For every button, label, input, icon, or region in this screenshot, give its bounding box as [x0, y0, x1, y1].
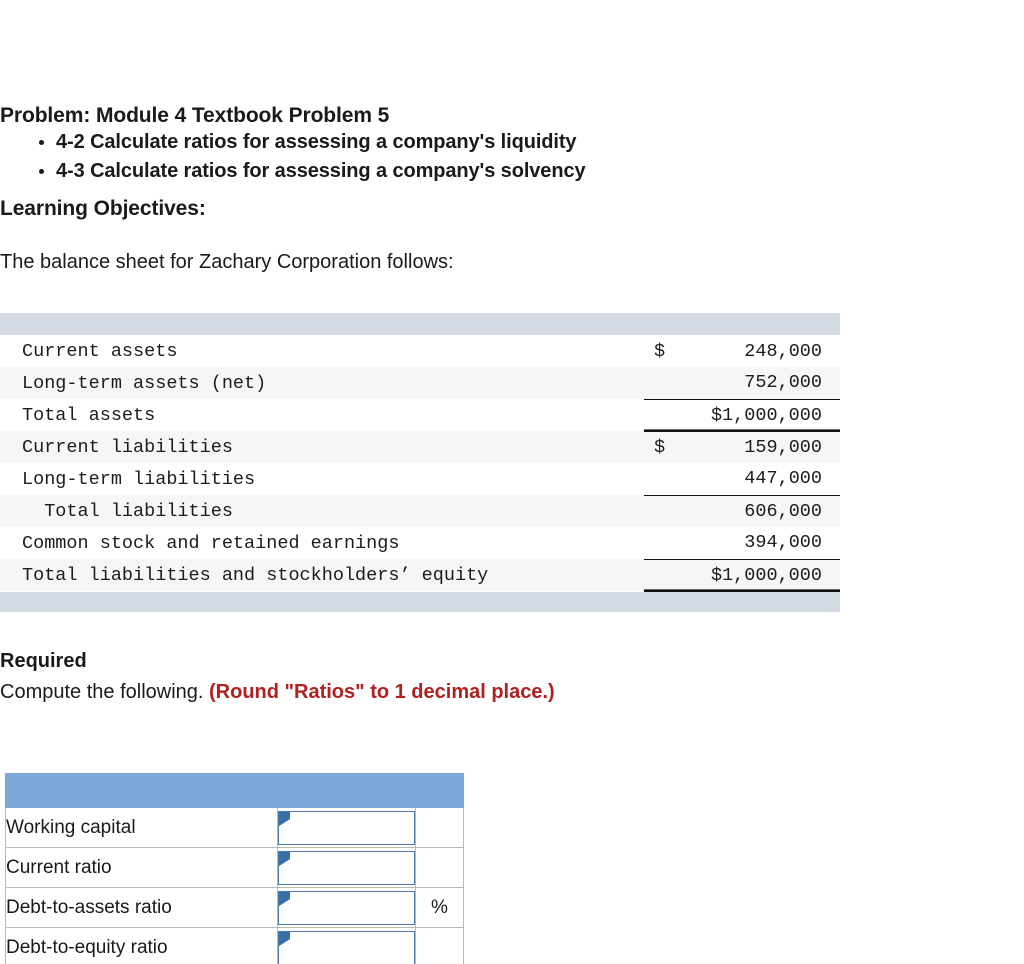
working-capital-input[interactable] [278, 811, 415, 845]
row-currency [644, 559, 680, 591]
answer-input-cell[interactable] [278, 848, 416, 888]
required-instruction-line [0, 677, 555, 708]
balance-sheet [0, 313, 840, 612]
table-row [0, 367, 840, 399]
answer-input-cell[interactable] [278, 808, 416, 848]
table-row [0, 431, 840, 463]
answer-table [5, 773, 464, 964]
row-amount: $1,000,000 [680, 559, 840, 591]
problem-title: Problem: Module 4 Textbook Problem 5 [0, 104, 390, 127]
objective-item: • 4-2 Calculate ratios for assessing a company's liquidity [56, 128, 586, 157]
row-currency: $ [644, 335, 680, 367]
table-row [6, 808, 464, 848]
objective-item: • 4-3 Calculate ratios for assessing a company's solvency [56, 157, 586, 186]
debt-to-equity-ratio-input[interactable] [278, 931, 415, 964]
answer-row-label: Working capital [6, 808, 278, 848]
flag-triangle-icon [279, 852, 290, 866]
table-row [6, 928, 464, 964]
row-currency [644, 399, 680, 431]
row-amount: 447,000 [680, 463, 840, 495]
row-currency: $ [644, 431, 680, 463]
answer-row-unit [416, 928, 464, 964]
answer-input-cell[interactable] [278, 888, 416, 928]
learning-objectives-list [0, 128, 586, 186]
table-row [0, 399, 840, 431]
flag-triangle-icon [279, 932, 290, 946]
table-row [6, 888, 464, 928]
debt-to-assets-ratio-input[interactable] [278, 891, 415, 925]
row-label: Total liabilities [0, 495, 644, 527]
row-currency [644, 463, 680, 495]
answer-row-unit [416, 848, 464, 888]
flag-triangle-icon [279, 892, 290, 906]
row-label: Total liabilities and stockholders’ equity [0, 559, 644, 591]
learning-objectives-title: Learning Objectives: [0, 197, 206, 220]
required-instruction: Compute the following. [0, 681, 210, 703]
row-currency [644, 527, 680, 559]
answer-input-cell[interactable] [278, 928, 416, 964]
row-label: Long-term liabilities [0, 463, 644, 495]
flag-triangle-icon [279, 812, 290, 826]
table-row [0, 463, 840, 495]
row-label: Long-term assets (net) [0, 367, 644, 399]
row-currency [644, 367, 680, 399]
row-amount: 248,000 [680, 335, 840, 367]
row-currency [644, 495, 680, 527]
answer-row-label: Current ratio [6, 848, 278, 888]
required-title: Required [0, 650, 87, 672]
table-row [0, 559, 840, 591]
answer-header-unit [416, 774, 464, 808]
answer-row-unit: % [416, 888, 464, 928]
table-row [0, 495, 840, 527]
table-row [0, 335, 840, 367]
balance-sheet-bottom-band [0, 592, 840, 612]
intro-text: The balance sheet for Zachary Corporation follows: [0, 251, 454, 273]
rounding-note: (Round "Ratios" to 1 decimal place.) [209, 681, 555, 703]
answer-header-value [278, 774, 416, 808]
answer-header-label [6, 774, 278, 808]
row-amount: 752,000 [680, 367, 840, 399]
table-row [6, 848, 464, 888]
row-label: Total assets [0, 399, 644, 431]
balance-sheet-table [0, 335, 840, 592]
row-label: Current liabilities [0, 431, 644, 463]
row-amount: 606,000 [680, 495, 840, 527]
answer-row-label: Debt-to-assets ratio [6, 888, 278, 928]
current-ratio-input[interactable] [278, 851, 415, 885]
table-row [0, 527, 840, 559]
row-amount: 394,000 [680, 527, 840, 559]
answer-table-header-row [6, 774, 464, 808]
row-label: Current assets [0, 335, 644, 367]
row-label: Common stock and retained earnings [0, 527, 644, 559]
balance-sheet-top-band [0, 313, 840, 335]
answer-row-label: Debt-to-equity ratio [6, 928, 278, 964]
required-section [0, 646, 555, 708]
row-amount: 159,000 [680, 431, 840, 463]
row-amount: $1,000,000 [680, 399, 840, 431]
answer-row-unit [416, 808, 464, 848]
